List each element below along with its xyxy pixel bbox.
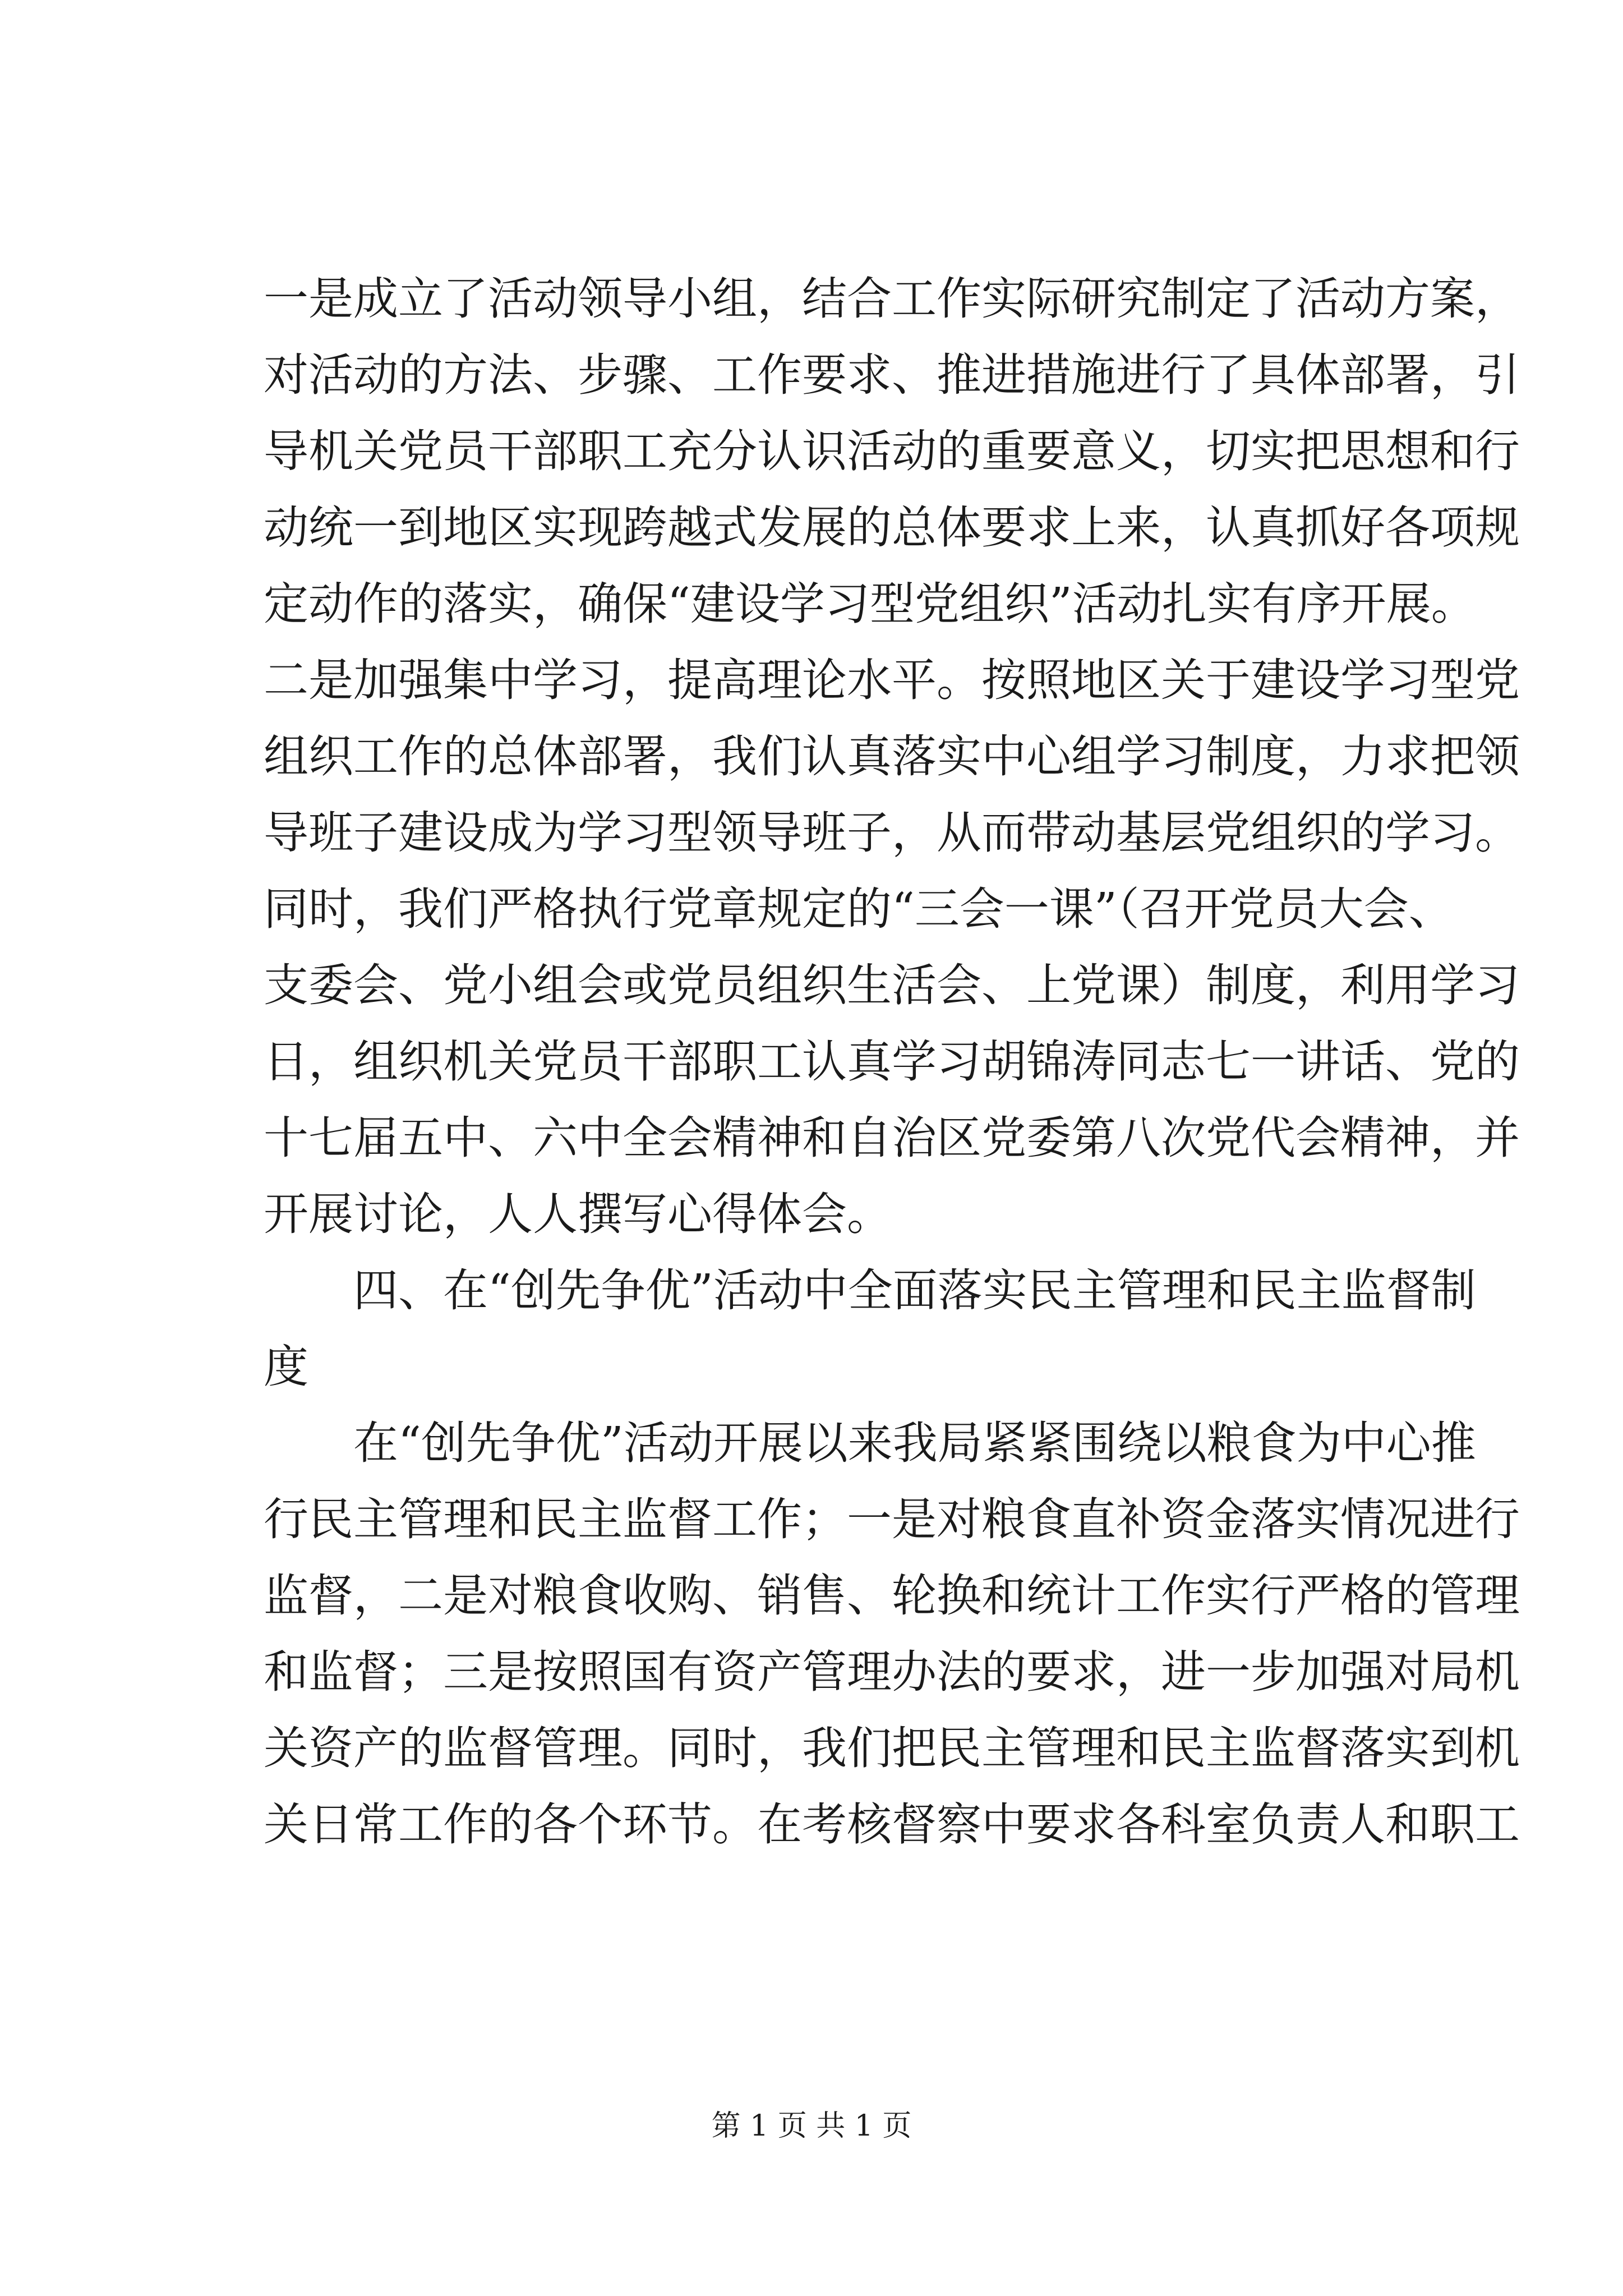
text-line: 动统一到地区实现跨越式发展的总体要求上来，认真抓好各项规 — [264, 501, 1520, 554]
text-line: 十七届五中、六中全会精神和自治区党委第八次党代会精神，并 — [264, 1112, 1520, 1164]
page-footer: 第 1 页 共 1 页 — [711, 2109, 912, 2143]
text-line: 日，组织机关党员干部职工认真学习胡锦涛同志七一讲话、党的 — [264, 1036, 1520, 1088]
text-line: 对活动的方法、步骤、工作要求、推进措施进行了具体部署，引 — [264, 349, 1520, 401]
text-line: 定动作的落实，确保“建设学习型党组织”活动扎实有序开展。 — [264, 578, 1476, 630]
text-line: 同时，我们严格执行党章规定的“三会一课”（召开党员大会、 — [264, 883, 1454, 935]
text-line: 在“创先争优”活动开展以来我局紧紧围绕以粮食为中心推 — [353, 1417, 1476, 1469]
text-line: 二是加强集中学习，提高理论水平。按照地区关于建设学习型党 — [264, 654, 1520, 706]
text-line: 关资产的监督管理。同时，我们把民主管理和民主监督落实到机 — [264, 1722, 1520, 1774]
text-line: 一是成立了活动领导小组，结合工作实际研究制定了活动方案， — [264, 273, 1520, 325]
document-body — [264, 261, 1520, 1863]
text-line: 导班子建设成为学习型领导班子，从而带动基层党组织的学习。 — [264, 807, 1520, 859]
text-line: 支委会、党小组会或党员组织生活会、上党课）制度，利用学习 — [264, 959, 1520, 1011]
text-line: 行民主管理和民主监督工作；一是对粮食直补资金落实情况进行 — [264, 1493, 1520, 1545]
text-line: 监督，二是对粮食收购、销售、轮换和统计工作实行严格的管理 — [264, 1570, 1520, 1622]
text-line: 组织工作的总体部署，我们认真落实中心组学习制度，力求把领 — [264, 730, 1520, 783]
text-line: 关日常工作的各个环节。在考核督察中要求各科室负责人和职工 — [264, 1798, 1520, 1851]
text-line: 度 — [264, 1341, 308, 1393]
text-line: 开展讨论，人人撰写心得体会。 — [264, 1188, 892, 1240]
text-line: 导机关党员干部职工充分认识活动的重要意义，切实把思想和行 — [264, 425, 1520, 477]
text-line: 四、在“创先争优”活动中全面落实民主管理和民主监督制 — [353, 1264, 1476, 1317]
text-line: 和监督；三是按照国有资产管理办法的要求，进一步加强对局机 — [264, 1646, 1520, 1698]
